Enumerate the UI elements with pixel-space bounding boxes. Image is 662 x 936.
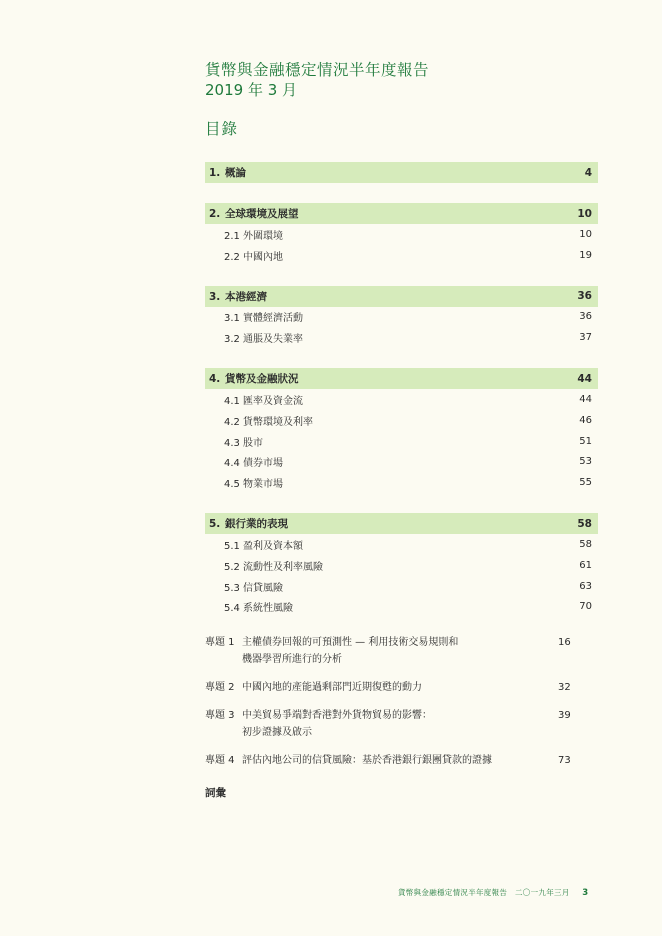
section-heading [224,330,303,345]
box-title [242,752,558,769]
chapter-heading [209,165,246,180]
chapter-number: 3. [209,290,221,303]
section-title: 股市 [243,437,263,449]
section-title: 外圍環境 [243,230,283,242]
section-heading [224,248,283,263]
section-heading [224,413,313,428]
section-row[interactable] [205,307,598,328]
box-title-line: 評估內地公司的信貸風險：基於香港銀行銀團貸款的證據 [242,755,492,766]
toc-chapter [205,368,598,493]
box-title-line: 中美貿易爭端對香港對外貨物貿易的影響： [242,710,432,721]
section-page: 58 [579,539,592,551]
section-number: 4.1 [224,396,240,408]
box-title [242,707,558,741]
glossary-entry[interactable]: 詞彙 [205,787,226,799]
section-row[interactable] [205,224,598,245]
box-page: 39 [558,710,571,721]
section-heading [224,475,283,490]
chapter-row[interactable] [205,286,598,307]
chapter-heading [209,516,288,531]
report-header [205,60,429,100]
chapter-heading [209,206,299,221]
box-title [242,679,558,696]
section-number: 4.4 [224,458,240,470]
box-page: 73 [558,755,571,766]
section-heading [224,309,303,324]
section-number: 5.3 [224,582,240,594]
footer-page-number: 3 [582,888,589,898]
section-number: 4.2 [224,416,240,428]
section-number: 4.3 [224,437,240,449]
section-page: 46 [579,414,592,426]
page-footer [398,887,589,898]
section-row[interactable] [205,431,598,452]
section-page: 10 [579,228,592,240]
box-label: 專題 1 [205,637,235,648]
box-title-line: 中國內地的產能過剩部門近期復甦的動力 [242,682,422,693]
section-number: 5.4 [224,603,240,615]
section-page: 51 [579,435,592,447]
box-row[interactable] [205,634,598,668]
chapter-page: 58 [577,517,592,530]
chapter-title: 貨幣及金融狀況 [225,373,299,386]
chapter-title: 概論 [225,167,246,179]
box-row[interactable] [205,707,598,741]
toc-chapter [205,286,598,349]
report-title: 貨幣與金融穩定情況半年度報告 [205,61,430,79]
section-heading [224,558,323,573]
chapter-row[interactable] [205,368,598,389]
box-row[interactable] [205,752,598,769]
section-heading [224,537,303,552]
section-number: 2.1 [224,230,240,242]
section-page: 70 [579,601,592,613]
section-page: 37 [579,332,592,344]
section-number: 5.1 [224,541,240,553]
box-label: 專題 4 [205,755,235,766]
chapter-page: 36 [577,290,592,303]
section-row[interactable] [205,597,598,618]
chapter-number: 2. [209,208,221,220]
chapter-page: 4 [584,166,592,179]
chapter-number: 1. [209,167,221,179]
section-page: 61 [579,559,592,571]
section-title: 流動性及利率風險 [243,561,323,573]
section-number: 2.2 [224,251,240,263]
section-heading [224,227,283,242]
section-page: 55 [579,477,592,489]
section-page: 44 [579,394,592,406]
chapter-row[interactable] [205,203,598,224]
box-title-line: 主權債券回報的可預測性 — 利用技術交易規則和 [242,637,459,648]
section-title: 信貸風險 [243,582,283,594]
section-row[interactable] [205,389,598,410]
section-title: 物業市場 [243,479,283,491]
section-page: 63 [579,580,592,592]
section-row[interactable] [205,472,598,493]
footer-text: 貨幣與金融穩定情況半年度報告 二〇一九年三月 [398,888,570,897]
section-title: 匯率及資金流 [243,396,303,408]
section-heading [224,454,283,469]
chapter-row[interactable] [205,513,598,534]
section-title: 盈利及資本額 [243,541,303,553]
section-title: 債券市場 [243,458,283,470]
section-row[interactable] [205,534,598,555]
section-heading [224,434,263,449]
section-row[interactable] [205,245,598,266]
chapter-title: 全球環境及展望 [225,208,299,220]
section-page: 19 [579,249,592,261]
chapter-number: 4. [209,373,221,386]
toc-chapter [205,513,598,617]
box-row[interactable] [205,679,598,696]
box-page: 32 [558,682,571,693]
toc-chapter [205,203,598,266]
box-label: 專題 2 [205,682,235,693]
section-number: 3.2 [224,334,240,346]
box-title [242,634,558,668]
section-title: 系統性風險 [243,603,293,615]
chapter-heading [209,371,299,386]
section-page: 36 [579,311,592,323]
chapter-title: 本港經濟 [225,290,267,303]
section-heading [224,599,293,614]
section-title: 中國內地 [243,251,283,263]
section-row[interactable] [205,327,598,348]
toc-heading: 目錄 [205,120,239,138]
toc-chapter [205,162,598,183]
section-row[interactable] [205,452,598,473]
chapter-title: 銀行業的表現 [225,518,288,531]
box-title-line: 機器學習所進行的分析 [242,654,342,665]
section-title: 貨幣環境及利率 [243,416,313,428]
chapter-row[interactable] [205,162,598,183]
section-title: 實體經濟活動 [243,313,303,325]
box-label: 專題 3 [205,710,235,721]
section-row[interactable] [205,576,598,597]
section-number: 4.5 [224,479,240,491]
section-heading [224,392,303,407]
box-title-line: 初步證據及啟示 [242,727,312,738]
section-row[interactable] [205,410,598,431]
box-list [205,634,598,780]
box-page: 16 [558,637,571,648]
report-date: 2019 年 3 月 [205,81,298,99]
section-row[interactable] [205,555,598,576]
section-number: 5.2 [224,561,240,573]
section-number: 3.1 [224,313,240,325]
section-title: 通脹及失業率 [243,334,303,346]
chapter-page: 10 [577,207,592,220]
chapter-number: 5. [209,518,221,531]
chapter-page: 44 [577,372,592,385]
section-heading [224,579,283,594]
section-page: 53 [579,456,592,468]
table-of-contents [205,162,598,637]
chapter-heading [209,289,267,304]
